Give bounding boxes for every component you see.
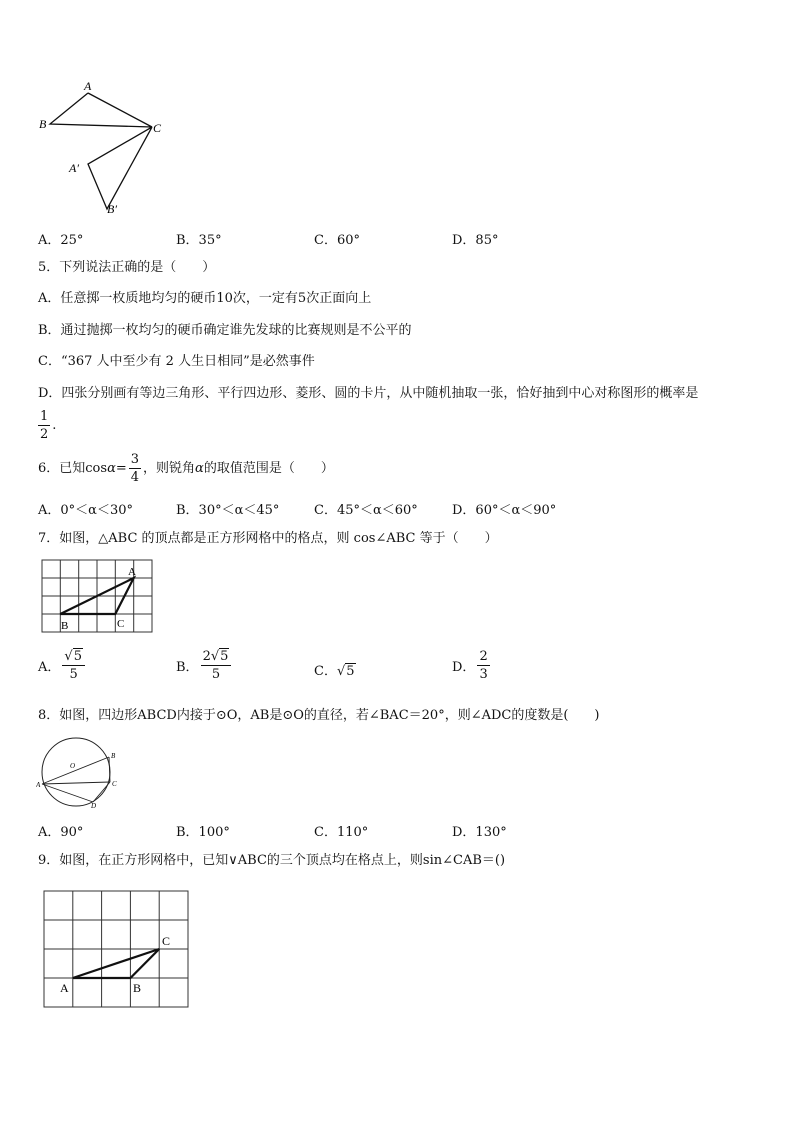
q5-option-c: C．“367 人中至少有 2 人生日相同”是必然事件 — [38, 354, 315, 369]
frac-den: 5 — [211, 667, 221, 682]
key: D． — [452, 660, 476, 675]
triangle-abc — [73, 949, 159, 978]
q4-option-b: B．35° — [176, 233, 222, 248]
q7-figure — [40, 558, 156, 635]
q7-option-a — [38, 650, 87, 681]
label-A-prime: A′ — [69, 161, 79, 175]
q8-option-c: C．110° — [314, 825, 369, 840]
q6-stem — [38, 452, 334, 486]
q6-option-b: B．30°＜α＜45° — [176, 503, 280, 518]
q9-stem: 9．如图，在正方形网格中，已知∨ABC的三个顶点均在格点上，则sin∠CAB＝() — [38, 853, 506, 868]
q5-stem: 5．下列说法正确的是（ ） — [38, 260, 216, 275]
period: . — [52, 418, 57, 433]
q7-option-b — [176, 650, 233, 681]
q6-cos: cos — [85, 461, 108, 476]
q6-frac-den: 4 — [130, 470, 140, 485]
q6-alpha: α — [107, 461, 116, 476]
label-A: A — [36, 781, 41, 789]
q8-stem: 8．如图，四边形ABCD内接于⊙O，AB是⊙O的直径，若∠BAC＝20°，则∠ADC的度数是( ) — [38, 708, 600, 723]
chords — [42, 757, 110, 802]
q7-stem: 7．如图，△ABC 的顶点都是正方形网格中的格点，则 cos∠ABC 等于（ ） — [38, 531, 498, 546]
q6-option-a: A．0°＜α＜30° — [38, 503, 133, 518]
q8-figure — [36, 734, 118, 810]
q4-option-a: A．25° — [38, 233, 84, 248]
q4-figure — [30, 76, 180, 221]
triangle-abc — [50, 93, 152, 127]
q8-option-d: D．130° — [452, 825, 507, 840]
q7-option-c: C．√5 — [314, 664, 355, 679]
q5-option-d-fraction — [36, 410, 56, 441]
radicand: 5 — [346, 664, 355, 679]
q6-eq: = — [115, 461, 127, 476]
label-C: C — [117, 618, 125, 630]
frac-den: 3 — [479, 667, 488, 682]
label-D: D — [91, 802, 97, 810]
label-C: C — [112, 780, 117, 788]
q5-option-a: A．任意掷一枚质地均匀的硬币10次，一定有5次正面向上 — [38, 291, 372, 306]
q8-option-b: B．100° — [176, 825, 230, 840]
frac-num: 2√5 — [201, 650, 232, 666]
q5-option-b: B．通过抛掷一枚均匀的硬币确定谁先发球的比赛规则是不公平的 — [38, 323, 412, 338]
q4-option-c: C．60° — [314, 233, 360, 248]
label-A: A — [128, 566, 136, 578]
frac-den: 2 — [40, 427, 49, 442]
label-A: A — [84, 79, 92, 93]
q6-stem-pre: 6．已知 — [38, 461, 86, 476]
label-A: A — [60, 981, 69, 995]
key: C． — [314, 664, 337, 679]
q9-figure — [42, 888, 192, 1010]
q8-option-a: A．90° — [38, 825, 84, 840]
frac-den: 5 — [69, 667, 78, 682]
label-O: O — [70, 762, 76, 770]
q6-stem-post: ，则锐角 — [143, 461, 196, 476]
label-C: C — [153, 121, 162, 135]
q6-option-c: C．45°＜α＜60° — [314, 503, 418, 518]
q6-alpha-2: α — [195, 461, 204, 476]
q6-frac-num: 3 — [130, 452, 140, 467]
q6-option-d: D．60°＜α＜90° — [452, 503, 557, 518]
frac-num: 2 — [479, 649, 488, 664]
q6-stem-end: 的取值范围是（ ） — [203, 461, 334, 476]
frac-num: √5 — [62, 650, 85, 666]
label-B: B — [133, 981, 142, 995]
frac-num: 1 — [40, 409, 49, 424]
label-B: B — [39, 117, 47, 131]
q4-option-d: D．85° — [452, 233, 499, 248]
label-B: B — [61, 620, 69, 632]
q7-option-d — [452, 650, 492, 681]
triangle-a1b1c — [88, 127, 152, 209]
q5-option-d: D．四张分别画有等边三角形、平行四边形、菱形、圆的卡片，从中随机抽取一张，恰好抽到中心对称图形的概率是 — [38, 386, 699, 401]
label-B: B — [111, 752, 116, 760]
label-C: C — [162, 934, 171, 948]
label-B-prime: B′ — [107, 202, 117, 216]
key: A． — [38, 660, 61, 675]
key: B． — [176, 660, 199, 675]
